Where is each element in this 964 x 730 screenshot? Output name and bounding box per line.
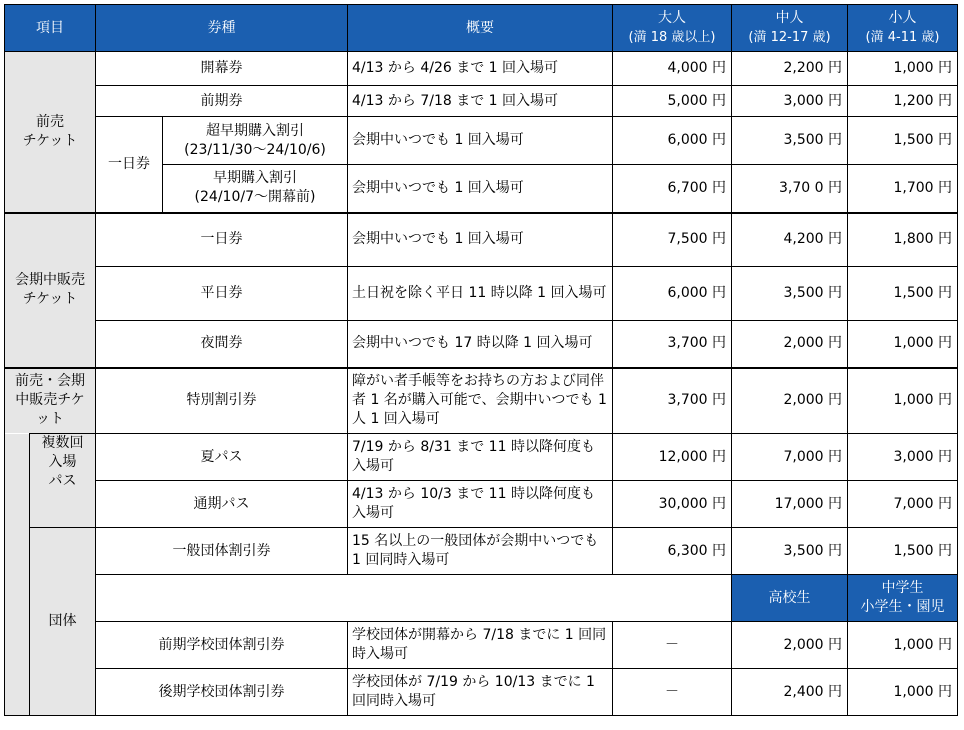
ticket-summary: 会期中いつでも 17 時以降 1 回入場可 xyxy=(348,321,613,368)
table-row xyxy=(5,669,958,716)
ticket-summary: 土日祝を除く平日 11 時以降 1 回入場可 xyxy=(348,267,613,321)
price-middle: 2,000 円 xyxy=(732,622,848,669)
header-child-age: (満 4-11 歳) xyxy=(865,30,940,45)
price-child: 1,700 円 xyxy=(848,165,958,213)
ticket-type: 平日券 xyxy=(96,267,348,321)
price-middle: 4,200 円 xyxy=(732,213,848,267)
price-adult: 6,000 円 xyxy=(613,267,732,321)
price-child: 1,500 円 xyxy=(848,528,958,575)
price-middle: 2,200 円 xyxy=(732,52,848,86)
ticket-type: 前期券 xyxy=(96,86,348,117)
group-label: 団体 xyxy=(30,528,96,716)
header-ticket-type: 券種 xyxy=(96,5,348,52)
school-header-row xyxy=(5,575,958,622)
price-middle: 2,000 円 xyxy=(732,368,848,434)
header-item: 項目 xyxy=(5,5,96,52)
ticket-type-line2: (23/11/30～24/10/6) xyxy=(184,141,326,158)
price-child: 1,500 円 xyxy=(848,267,958,321)
ticket-type-line1: 超早期購入割引 xyxy=(206,122,304,139)
multi-entry-label-line1: 複数回 xyxy=(41,435,84,451)
price-middle: 2,400 円 xyxy=(732,669,848,716)
header-adult xyxy=(613,5,732,52)
header-summary: 概要 xyxy=(348,5,613,52)
ticket-price-table-container xyxy=(4,4,958,716)
section-during-label-line1: 会期中販売 xyxy=(15,272,85,288)
header-row xyxy=(5,5,958,52)
header-adult-label: 大人 xyxy=(658,10,686,26)
ticket-summary: 会期中いつでも 1 回入場可 xyxy=(348,117,613,165)
ticket-summary: 4/13 から 10/3 まで 11 時以降何度も入場可 xyxy=(348,481,613,528)
ticket-price-table xyxy=(4,4,958,716)
price-child: 1,800 円 xyxy=(848,213,958,267)
price-adult: 3,700 円 xyxy=(613,321,732,368)
price-middle: 17,000 円 xyxy=(732,481,848,528)
price-child: 1,000 円 xyxy=(848,52,958,86)
price-middle: 2,000 円 xyxy=(732,321,848,368)
header-middle-label: 中人 xyxy=(775,10,804,26)
school-header-blank xyxy=(96,575,732,622)
ticket-type: 一般団体割引券 xyxy=(96,528,348,575)
price-child: 1,500 円 xyxy=(848,117,958,165)
header-adult-age: (満 18 歳以上) xyxy=(628,30,716,45)
price-adult: 6,700 円 xyxy=(613,165,732,213)
ticket-type: 開幕券 xyxy=(96,52,348,86)
table-row xyxy=(5,213,958,267)
price-middle: 3,500 円 xyxy=(732,267,848,321)
price-child: 1,000 円 xyxy=(848,622,958,669)
school-header-junior xyxy=(848,575,958,622)
table-row xyxy=(5,117,958,165)
table-row xyxy=(5,622,958,669)
ticket-summary: 障がい者手帳等をお持ちの方および同伴者 1 名が購入可能で、会期中いつでも 1 人 1 回入場可 xyxy=(348,368,613,434)
ticket-summary: 学校団体が 7/19 から 10/13 までに 1 回同時入場可 xyxy=(348,669,613,716)
ticket-type: 夜間券 xyxy=(96,321,348,368)
section-during-label-line2: チケット xyxy=(22,291,78,307)
ticket-type xyxy=(163,165,348,213)
header-middle-age: (満 12-17 歳) xyxy=(748,30,831,45)
ticket-summary: 4/13 から 4/26 まで 1 回入場可 xyxy=(348,52,613,86)
section-advance-label-line1: 前売 xyxy=(36,113,64,130)
school-header-junior-line1: 中学生 xyxy=(881,580,924,596)
ticket-type: 通期パス xyxy=(96,481,348,528)
table-row xyxy=(5,321,958,368)
section-advance-label xyxy=(5,52,96,213)
price-middle: 3,70 0 円 xyxy=(732,165,848,213)
ticket-summary: 7/19 から 8/31 まで 11 時以降何度も入場可 xyxy=(348,434,613,481)
ticket-summary: 4/13 から 7/18 まで 1 回入場可 xyxy=(348,86,613,117)
ticket-type-line2: (24/10/7～開幕前) xyxy=(194,189,316,206)
ticket-summary: 15 名以上の一般団体が会期中いつでも 1 回同時入場可 xyxy=(348,528,613,575)
ticket-summary: 会期中いつでも 1 回入場可 xyxy=(348,213,613,267)
price-child: 3,000 円 xyxy=(848,434,958,481)
price-middle: 3,500 円 xyxy=(732,528,848,575)
header-child xyxy=(848,5,958,52)
table-row xyxy=(5,52,958,86)
ticket-summary: 学校団体が開幕から 7/18 までに 1 回同時入場可 xyxy=(348,622,613,669)
price-adult: 4,000 円 xyxy=(613,52,732,86)
table-row xyxy=(5,368,958,434)
table-row xyxy=(5,434,958,481)
multi-entry-label-line2: 入場 xyxy=(48,454,77,470)
price-adult: 7,500 円 xyxy=(613,213,732,267)
section-both-label-line1: 前売・会期 xyxy=(15,373,85,390)
ticket-type: 一日券 xyxy=(96,213,348,267)
table-row xyxy=(5,528,958,575)
section-both-label-line3: ット xyxy=(36,411,64,428)
ticket-summary: 会期中いつでも 1 回入場可 xyxy=(348,165,613,213)
price-adult: － xyxy=(613,669,732,716)
price-child: 1,000 円 xyxy=(848,321,958,368)
price-middle: 7,000 円 xyxy=(732,434,848,481)
price-child: 7,000 円 xyxy=(848,481,958,528)
multi-entry-label xyxy=(30,434,96,528)
price-child: 1,000 円 xyxy=(848,669,958,716)
section-during-label xyxy=(5,213,96,368)
price-middle: 3,500 円 xyxy=(732,117,848,165)
price-adult: 12,000 円 xyxy=(613,434,732,481)
ticket-type: 後期学校団体割引券 xyxy=(96,669,348,716)
section-both-indent xyxy=(5,434,30,716)
section-advance-label-line2: チケット xyxy=(22,132,78,149)
price-adult: 5,000 円 xyxy=(613,86,732,117)
ticket-type: 特別割引券 xyxy=(96,368,348,434)
price-child: 1,200 円 xyxy=(848,86,958,117)
multi-entry-label-line3: パス xyxy=(48,473,77,489)
header-middle xyxy=(732,5,848,52)
price-adult: 6,300 円 xyxy=(613,528,732,575)
price-adult: 30,000 円 xyxy=(613,481,732,528)
one-day-label: 一日券 xyxy=(96,117,163,213)
section-both-label-line2: 中販売チケ xyxy=(15,392,85,409)
ticket-type: 夏パス xyxy=(96,434,348,481)
price-adult: 3,700 円 xyxy=(613,368,732,434)
ticket-type: 前期学校団体割引券 xyxy=(96,622,348,669)
table-row xyxy=(5,481,958,528)
section-both-label xyxy=(5,368,96,434)
price-child: 1,000 円 xyxy=(848,368,958,434)
table-row xyxy=(5,267,958,321)
table-row xyxy=(5,86,958,117)
header-child-label: 小人 xyxy=(888,10,917,26)
ticket-type xyxy=(163,117,348,165)
price-adult: － xyxy=(613,622,732,669)
school-header-high: 高校生 xyxy=(732,575,848,622)
price-middle: 3,000 円 xyxy=(732,86,848,117)
price-adult: 6,000 円 xyxy=(613,117,732,165)
school-header-junior-line2: 小学生・園児 xyxy=(860,599,945,615)
ticket-type-line1: 早期購入割引 xyxy=(213,170,297,187)
